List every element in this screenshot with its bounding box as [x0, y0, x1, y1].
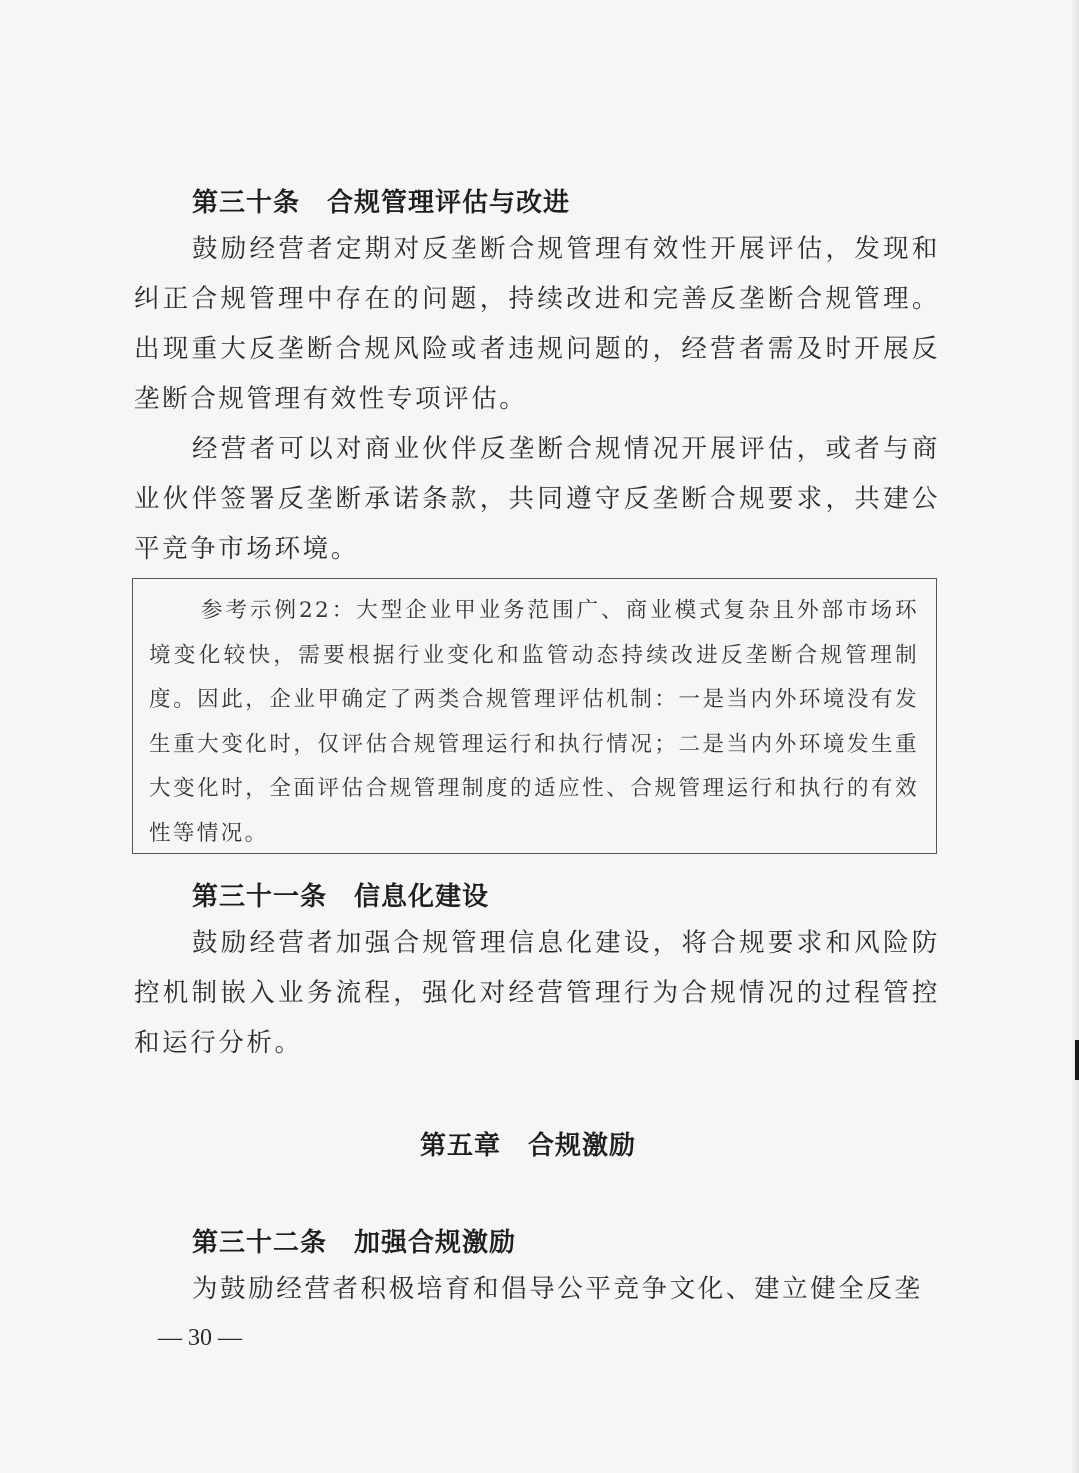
page-edge-shadow — [1071, 0, 1079, 1473]
article-32-paragraph-1: 为鼓励经营者积极培育和倡导公平竞争文化、建立健全反垄 — [192, 1274, 923, 1304]
article-30-heading: 第三十条 合规管理评估与改进 — [192, 188, 571, 218]
article-31-heading: 第三十一条 信息化建设 — [192, 882, 490, 912]
scan-edge-mark — [1075, 1040, 1079, 1080]
page-number: — 30 — — [158, 1325, 242, 1351]
article-32-heading: 第三十二条 加强合规激励 — [192, 1228, 517, 1258]
reference-example-box — [132, 578, 937, 854]
article-30-paragraph-2: 经营者可以对商业伙伴反垄断合规情况开展评估，或者与商业伙伴签署反垄断承诺条款，共同遵守反垄断合规要求，共建公平竞争市场环境。 — [134, 434, 940, 564]
article-30-paragraph-1: 鼓励经营者定期对反垄断合规管理有效性开展评估，发现和纠正合规管理中存在的问题，持续改进和完善反垄断合规管理。出现重大反垄断合规风险或者违规问题的，经营者需及时开展反垄断合规管理有效性专项评估。 — [134, 234, 940, 414]
reference-example-22-text: 参考示例22：大型企业甲业务范围广、商业模式复杂且外部市场环境变化较快，需要根据行业变化和监管动态持续改进反垄断合规管理制度。因此，企业甲确定了两类合规管理评估机制：一是当内外环境没有发生重大变化时，仅评估合规管理运行和执行情况；二是当内外环境发生重大变化时，全面评估合规管理制度的适应性、合规管理运行和执行的有效性等情况。 — [149, 598, 919, 846]
chapter-5-heading: 第五章 合规激励 — [420, 1131, 637, 1161]
article-31-paragraph-1: 鼓励经营者加强合规管理信息化建设，将合规要求和风险防控机制嵌入业务流程，强化对经营管理行为合规情况的过程管控和运行分析。 — [134, 928, 940, 1058]
